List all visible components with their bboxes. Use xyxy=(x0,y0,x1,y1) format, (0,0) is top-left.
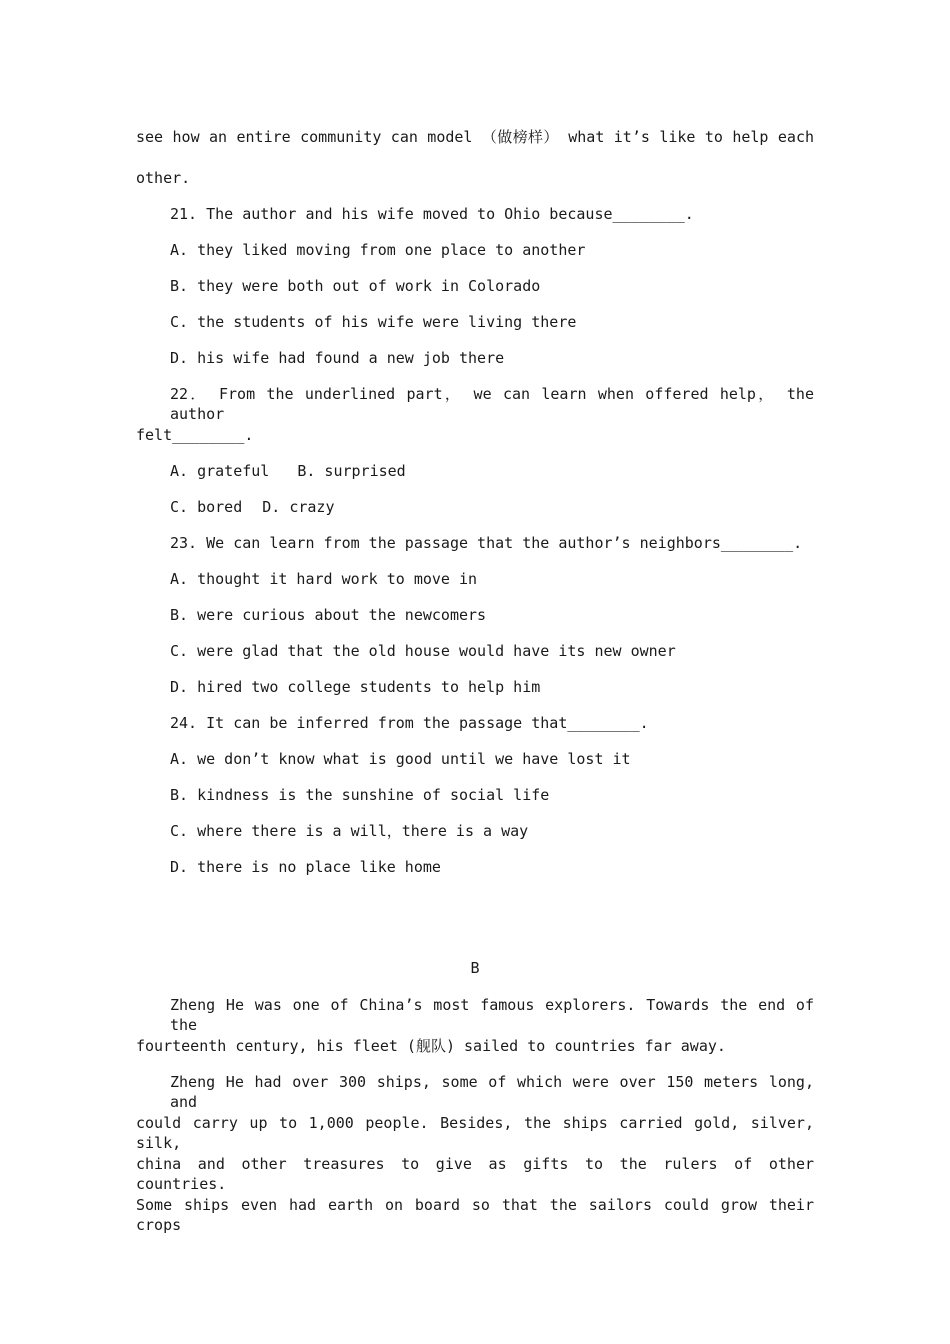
section-b-heading: B xyxy=(470,959,480,977)
question-23-stem: 23. We can learn from the passage that the author’s neighbors________. xyxy=(170,534,803,552)
question-22-option-d: D. crazy xyxy=(262,498,335,516)
question-22-options-row-1 xyxy=(170,461,814,481)
question-22-option-c: C. bored xyxy=(170,498,243,516)
section-b-p2-line-3: china and other treasures to give as gifts to the rulers of other countries. xyxy=(136,1155,814,1193)
question-22-options-row-2 xyxy=(170,497,814,517)
question-24-option-a: A. we don’t know what is good until we have lost it xyxy=(170,750,631,768)
question-21-option-a: A. they liked moving from one place to another xyxy=(170,241,586,259)
question-22-option-a: A. grateful xyxy=(170,462,270,480)
section-b-p2-line-4: Some ships even had earth on board so that the sailors could grow their crops xyxy=(136,1196,814,1234)
question-23-option-b: B. were curious about the newcomers xyxy=(170,606,487,624)
question-21-stem: 21. The author and his wife moved to Ohio because________. xyxy=(170,205,694,223)
section-b-p1-line-2: fourteenth century, his fleet (舰队) sailed to countries far away. xyxy=(136,1037,726,1055)
question-22-stem-line-2: felt________. xyxy=(136,426,254,444)
question-21-option-b: B. they were both out of work in Colorado xyxy=(170,277,541,295)
question-22-option-b: B. surprised xyxy=(297,462,406,480)
question-21-option-d: D. his wife had found a new job there xyxy=(170,349,505,367)
question-21-option-c: C. the students of his wife were living there xyxy=(170,313,577,331)
section-b-p1-line-1: Zheng He was one of China’s most famous explorers. Towards the end of the xyxy=(170,996,814,1034)
question-24-stem: 24. It can be inferred from the passage that________. xyxy=(170,714,649,732)
passage-a-line-1: see how an entire community can model （做榜样） what it’s like to help each xyxy=(136,128,814,146)
question-23-option-a: A. thought it hard work to move in xyxy=(170,570,478,588)
question-23-option-c: C. were glad that the old house would have its new owner xyxy=(170,642,676,660)
question-24-option-b: B. kindness is the sunshine of social life xyxy=(170,786,550,804)
question-24-option-c: C. where there is a will，there is a way xyxy=(170,822,529,840)
question-24-option-d: D. there is no place like home xyxy=(170,858,441,876)
passage-a-line-2: other. xyxy=(136,169,191,187)
question-22-stem-line-1: 22． From the underlined part， we can learn when offered help， the author xyxy=(170,385,814,423)
question-23-option-d: D. hired two college students to help him xyxy=(170,678,541,696)
section-b-p2-line-1: Zheng He had over 300 ships, some of which were over 150 meters long, and xyxy=(170,1073,814,1111)
section-b-p2-line-2: could carry up to 1,000 people. Besides, the ships carried gold, silver, silk, xyxy=(136,1114,814,1152)
